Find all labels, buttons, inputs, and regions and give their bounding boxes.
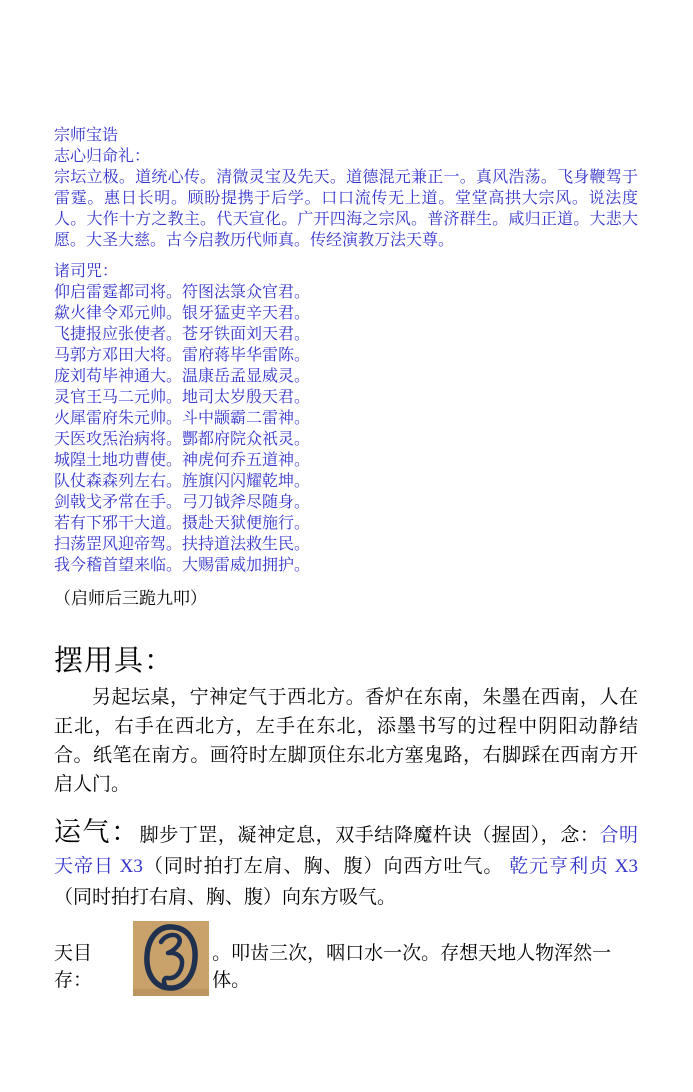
incantation-line: 灵官王马二元帅。地司太岁殷天君。: [54, 389, 311, 406]
incantation-line: 飞捷报应张使者。苍牙铁面刘天君。: [54, 326, 311, 343]
talisman-image: [133, 921, 209, 996]
incantation-line: 我今稽首望来临。大赐雷威加拥护。: [54, 557, 311, 574]
yunqi-mantra-2: 乾元亨利贞 X3: [509, 856, 638, 877]
kowtow-note: （启师后三跪九叩）: [54, 589, 207, 608]
baogao-salutation: 志心归命礼：: [54, 148, 151, 165]
incantation-line: 剑戟戈矛常在手。弓刀钺斧尽随身。: [54, 494, 311, 511]
tianmu-suffix: 。叩齿三次，咽口水一次。存想天地人物浑然一体。: [212, 943, 612, 991]
yunqi-paragraph: [54, 817, 638, 913]
section-spacer: [54, 251, 638, 261]
incantation-line: 天医攻炁治病将。酆都府院众祇灵。: [54, 431, 311, 448]
yunqi-text-segment: （同时拍打右肩、胸、腹）向东方吸气。: [54, 887, 397, 908]
incantation-line: 马郭方邓田大将。雷府蒋毕华雷陈。: [54, 347, 311, 364]
yunqi-mantra-1: 合明天帝日 X3: [54, 825, 638, 877]
tianmu-line: [54, 921, 638, 994]
incantation-line: 仰启雷霆都司将。符图法箓众官君。: [54, 284, 311, 301]
zhousi-title: 诸司咒：: [54, 263, 119, 280]
incantation-line: 队仗森森列左右。旌旗闪闪耀乾坤。: [54, 473, 311, 490]
yunqi-text-segment: 脚步丁罡，凝神定息，双手结降魔杵诀（握固），念：: [139, 825, 600, 846]
baiyongju-body: 另起坛桌，宁神定气于西北方。香炉在东南，朱墨在西南，人在正北，右手在西北方，左手在东北，添墨书写的过程中阴阳动静结合。纸笔在南方。画符时左脚顶住东北方塞鬼路，右脚踩在西南方开启人门。: [54, 687, 638, 795]
incantation-line: 扫荡罡风迎帝驾。扶持道法救生民。: [54, 536, 311, 553]
incantation-line: 城隍土地功曹使。神虎何乔五道神。: [54, 452, 311, 469]
incantation-line: 歘火律令邓元帅。银牙猛吏辛天君。: [54, 305, 311, 322]
yunqi-heading: 运气：: [54, 817, 140, 847]
incantation-line: 若有下邪干大道。摄赴天狱便施行。: [54, 515, 311, 532]
tianmu-prefix: 天目存：: [54, 943, 93, 991]
incantation-line: 庞刘苟毕神通大。温康岳孟显威灵。: [54, 368, 311, 385]
yunqi-text-segment: （同时拍打左肩、胸、腹）向西方吐气。: [142, 856, 510, 877]
baogao-body: 宗坛立极。道统心传。清微灵宝及先天。道德混元兼正一。真风浩荡。飞身鞭驾于雷霆。惠日长明。顾盼提携于后学。口口流传无上道。堂堂高拱大宗风。说法度人。大作十方之教主。代天宣化。广开四海之宗风。普济群生。咸归正道。大悲大愿。大圣大慈。古今启教历代师真。传经演教万法天尊。: [54, 169, 638, 249]
baogao-section: [54, 125, 638, 576]
incantation-line: 火犀雷府朱元帅。斗中颛霸二雷神。: [54, 410, 311, 427]
baiyongju-heading: 摆用具：: [54, 645, 175, 677]
baogao-title: 宗师宝诰: [54, 127, 119, 144]
